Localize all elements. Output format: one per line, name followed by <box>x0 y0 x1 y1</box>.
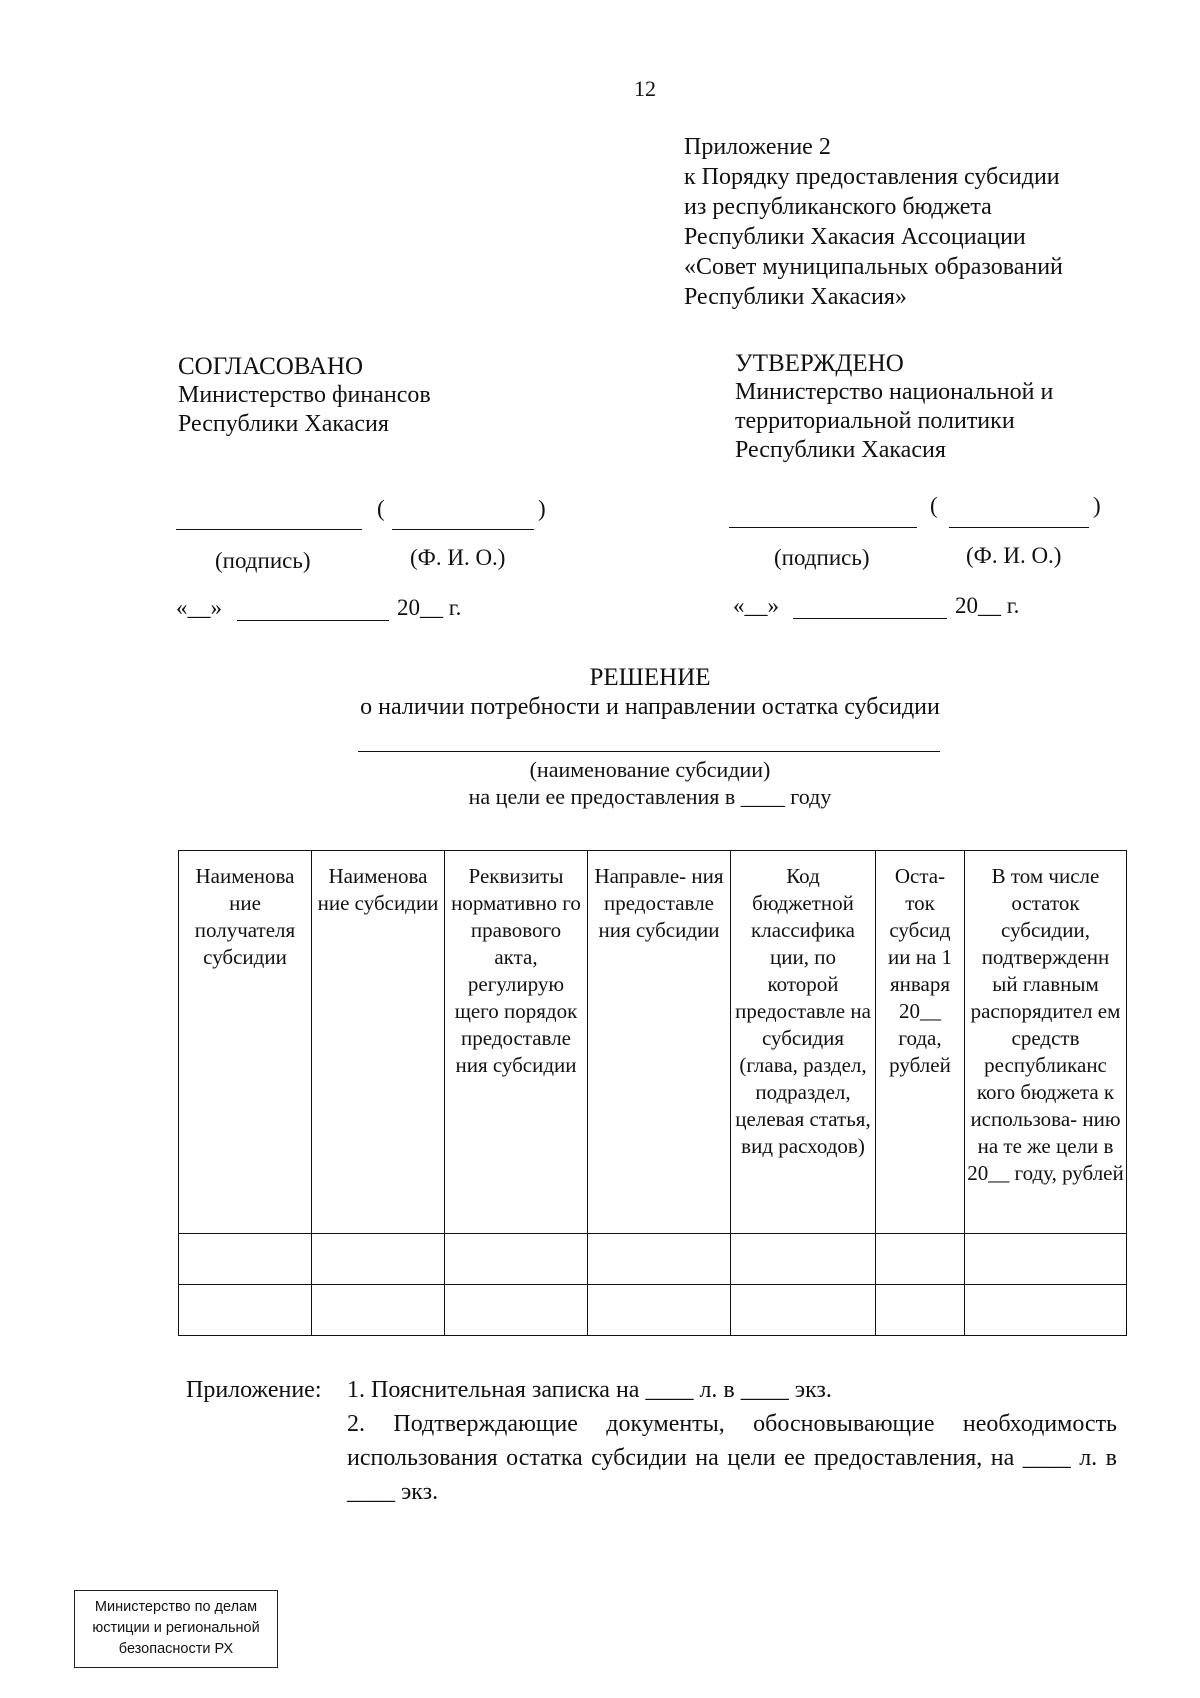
stamp-line: Министерство по делам <box>94 1599 258 1615</box>
agreed-date-day-blank: __ <box>187 595 211 620</box>
header-regulatory-act: Реквизиты нормативно го правового акта, регулирую щего порядок предоставле ния субсидии <box>445 851 588 1234</box>
appendix-header-line: Приложение 2 <box>684 134 831 160</box>
purpose-line <box>300 784 1000 810</box>
table-cell[interactable] <box>179 1234 312 1285</box>
decision-subtitle: о наличии потребности и направлении остатка субсидии <box>360 694 940 720</box>
agreed-date <box>176 595 222 621</box>
appendix-header-line: к Порядку предоставления субсидии <box>684 164 1060 190</box>
approved-close-paren: ) <box>1093 493 1101 518</box>
table-cell[interactable] <box>731 1234 876 1285</box>
agreed-date-year <box>397 595 461 621</box>
header-confirmed-balance: В том числе остаток субсидии, подтвержденн ый главным распорядител ем средств республиканс кого бюджета к использова- нию на те же цели в 20__ году, рублей <box>965 851 1127 1234</box>
agreed-name-caption: (Ф. И. О.) <box>410 545 506 570</box>
header-budget-code: Код бюджетной классифика ции, по которой предоставле на субсидия (глава, раздел, подраздел, целевая статья, вид расходов) <box>731 851 876 1234</box>
agreed-org-line: Республики Хакасия <box>178 411 389 437</box>
table-cell[interactable] <box>445 1234 588 1285</box>
agreed-date-year-suffix: г. <box>443 595 462 620</box>
table-row <box>179 1234 1127 1285</box>
subsidy-name-line <box>358 751 940 752</box>
table-cell[interactable] <box>312 1234 445 1285</box>
stamp-line: безопасности РХ <box>118 1641 234 1657</box>
table-cell[interactable] <box>965 1234 1127 1285</box>
subsidy-table <box>178 850 1127 1336</box>
table-cell[interactable] <box>965 1285 1127 1336</box>
decision-title: РЕШЕНИЕ <box>589 664 711 691</box>
approved-org-line: Министерство национальной и <box>735 379 1054 405</box>
table-cell[interactable] <box>731 1285 876 1336</box>
agreed-close-paren: ) <box>538 496 546 521</box>
approved-date-open-quote: « <box>733 593 745 618</box>
table-header-row <box>179 851 1127 1234</box>
approved-date-year <box>955 593 1019 619</box>
approved-signature-caption: (подпись) <box>774 545 870 570</box>
approved-open-paren: ( <box>930 493 938 518</box>
agreed-heading: СОГЛАСОВАНО <box>178 353 364 380</box>
agreed-date-close-quote: » <box>210 595 222 620</box>
approved-date-year-blank: __ <box>978 593 1001 618</box>
header-balance: Оста- ток субсид ии на 1 января 20__ года, рублей <box>876 851 965 1234</box>
approved-org-line: территориальной политики <box>735 408 1015 434</box>
agreed-date-year-blank: __ <box>420 595 443 620</box>
approved-date-day-blank: __ <box>744 593 768 618</box>
approved-block <box>735 349 1053 465</box>
header-subsidy-name: Наименова ние субсидии <box>312 851 445 1234</box>
table-cell[interactable] <box>445 1285 588 1336</box>
subsidy-name-caption: (наименование субсидии) <box>529 757 771 782</box>
appendix-header-line: Республики Хакасия» <box>684 284 907 310</box>
table-cell[interactable] <box>588 1285 731 1336</box>
approved-date-close-quote: » <box>767 593 779 618</box>
approved-date-year-prefix: 20 <box>955 593 978 618</box>
agreed-open-paren: ( <box>377 496 385 521</box>
approved-date-month-line <box>793 618 947 619</box>
appendix-header-line: Республики Хакасия Ассоциации <box>684 224 1026 250</box>
ministry-stamp <box>74 1590 278 1668</box>
attachment-item-2: 2. Подтверждающие документы, обосновывающие необходимость использования остатка субсидии на цели ее предоставления, на ____ л. в ____ экз. <box>347 1411 1117 1505</box>
agreed-org-line: Министерство финансов <box>178 382 431 408</box>
approved-signature-line <box>729 527 917 528</box>
agreed-signature-caption: (подпись) <box>215 548 311 573</box>
agreed-date-year-prefix: 20 <box>397 595 420 620</box>
page-number: 12 <box>634 76 656 101</box>
purpose-suffix: году <box>784 784 832 809</box>
agreed-signature-line <box>176 529 362 530</box>
approved-org-line: Республики Хакасия <box>735 437 946 463</box>
header-directions: Направле- ния предоставле ния субсидии <box>588 851 731 1234</box>
table-cell[interactable] <box>179 1285 312 1336</box>
agreed-block <box>178 352 431 439</box>
table-cell[interactable] <box>312 1285 445 1336</box>
approved-name-line <box>949 527 1089 528</box>
header-recipient-name: Наименова ние получателя субсидии <box>179 851 312 1234</box>
appendix-header <box>684 132 1063 312</box>
table-cell[interactable] <box>588 1234 731 1285</box>
attachments-label: Приложение: <box>186 1377 322 1403</box>
approved-name-caption: (Ф. И. О.) <box>966 543 1062 568</box>
approved-date <box>733 593 779 619</box>
agreed-date-month-line <box>237 620 389 621</box>
table-cell[interactable] <box>876 1234 965 1285</box>
stamp-line: юстиции и региональной <box>92 1620 260 1636</box>
purpose-prefix: на цели ее предоставления в <box>468 784 741 809</box>
appendix-header-line: из республиканского бюджета <box>684 194 992 220</box>
table-row <box>179 1285 1127 1336</box>
purpose-year-blank: ____ <box>740 784 785 809</box>
table-cell[interactable] <box>876 1285 965 1336</box>
agreed-name-line <box>392 529 534 530</box>
appendix-header-line: «Совет муниципальных образований <box>684 254 1063 280</box>
approved-date-year-suffix: г. <box>1001 593 1020 618</box>
approved-heading: УТВЕРЖДЕНО <box>735 350 904 377</box>
attachment-item-1: 1. Пояснительная записка на ____ л. в ____ экз. <box>347 1377 832 1403</box>
agreed-date-open-quote: « <box>176 595 188 620</box>
